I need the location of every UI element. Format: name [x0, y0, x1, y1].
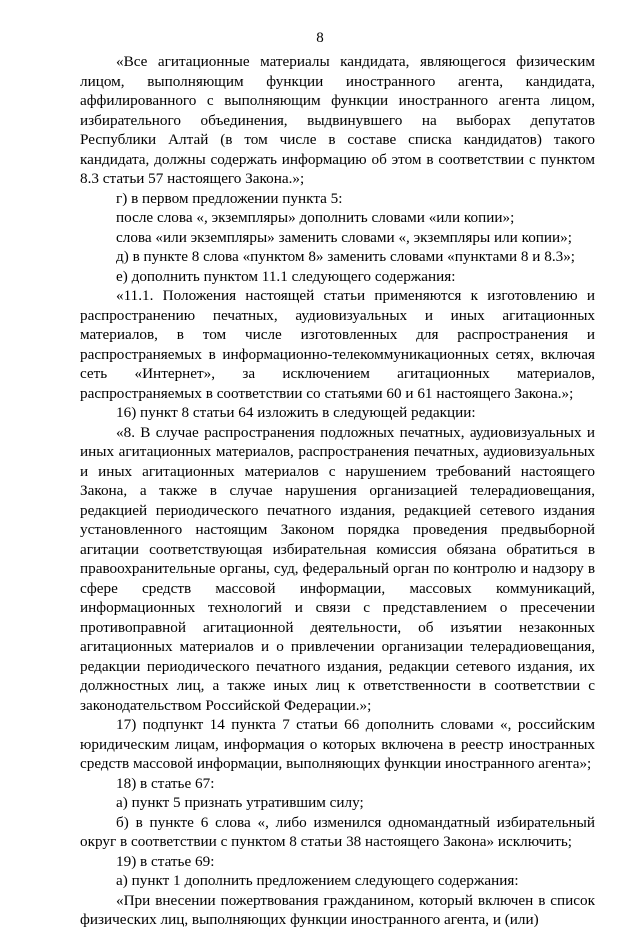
paragraph: 16) пункт 8 статьи 64 изложить в следующей редакции:	[116, 404, 476, 421]
paragraph: «Все агитационные материалы кандидата, являющегося физическим лицом, выполняющим функции иностранного агента, кандидата, аффилированного с выполняющим функции иностранного агента лицом, избирательного объединения, выдвинувшего на выборах депутатов Республики Алтай (в том числе в составе списка кандидатов) такого кандидата, должны содержать информацию об этом в соответствии с пунктом 8.3 статьи 57 настоящего Закона.»;	[80, 53, 595, 187]
paragraph: 17) подпункт 14 пункта 7 статьи 66 дополнить словами «, российским юридическим лицам, информация о которых включена в реестр иностранных средств массовой информации, выполняющих функции иностранного агента»;	[80, 716, 595, 772]
paragraph: «8. В случае распространения подложных печатных, аудиовизуальных и иных агитационных материалов, распространения печатных, аудиовизуальных и иных агитационных материалов с нарушением требований настоящего Закона, а также в случае нарушения организацией телерадиовещания, редакцией периодического печатного издания, редакцией сетевого издания установленного настоящим Законом порядка проведения предвыборной агитации соответствующая избирательная комиссия обязана обратиться в правоохранительные органы, суд, федеральный орган по контролю и надзору в сфере средств массовой информации, массовых коммуникаций, информационных технологий и связи с представлением о пресечении противоправной агитационной деятельности, об изъятии незаконных агитационных материалов и о привлечении организации телерадиовещания, редакции периодического печатного издания, редакции сетевого издания, их должностных лиц, а также иных лиц к ответственности в соответствии с законодательством Российской Федерации.»;	[80, 423, 595, 714]
paragraph: д) в пункте 8 слова «пунктом 8» заменить словами «пунктами 8 и 8.3»;	[116, 248, 576, 265]
paragraph: «11.1. Положения настоящей статьи применяются к изготовлению и распространению печатных, аудиовизуальных и иных агитационных материалов, в том числе изготовленных для распространения и распространяемых в информационно-телекоммуникационных сетях, включая сеть «Интернет», за исключением агитационных материалов, распространяемых в соответствии со статьями 60 и 61 настоящего Закона.»;	[80, 287, 595, 402]
paragraph: после слова «, экземпляры» дополнить словами «или копии»;	[116, 209, 515, 226]
paragraph: г) в первом предложении пункта 5:	[116, 189, 343, 207]
page-number: 8	[316, 30, 324, 46]
paragraph: е) дополнить пунктом 11.1 следующего содержания:	[116, 267, 456, 285]
paragraph: слова «или экземпляры» заменить словами «, экземпляры или копии»;	[116, 228, 572, 246]
paragraph: «При внесении пожертвования гражданином, который включен в список физических лиц, выполняющих функции иностранного агента, и (или)	[80, 891, 595, 928]
document-body	[80, 52, 595, 930]
paragraph: 18) в статье 67:	[116, 774, 215, 792]
paragraph: б) в пункте 6 слова «, либо изменился одномандатный избирательный округ в соответствии с пунктом 8 статьи 38 настоящего Закона» исключить;	[80, 813, 595, 850]
paragraph: 19) в статье 69:	[116, 852, 215, 870]
paragraph: а) пункт 5 признать утратившим силу;	[116, 794, 364, 811]
paragraph: а) пункт 1 дополнить предложением следующего содержания:	[116, 872, 519, 889]
